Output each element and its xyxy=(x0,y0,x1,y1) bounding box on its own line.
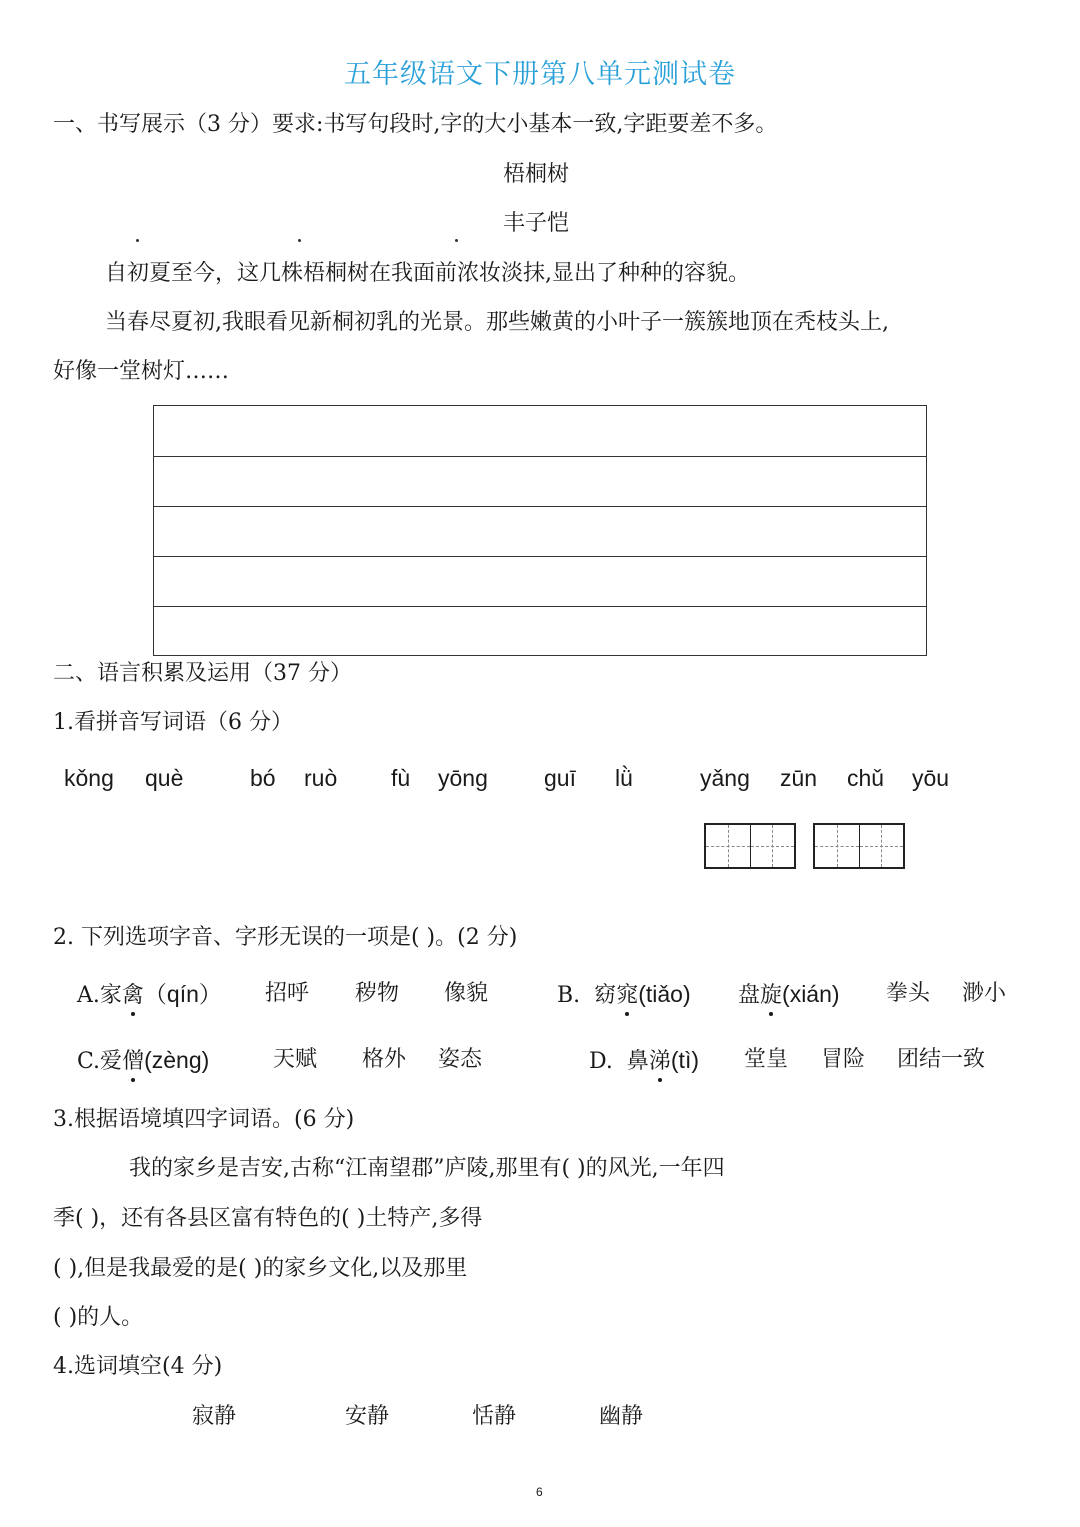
option-pinyin: （qín） xyxy=(143,981,222,1007)
q1-label: 1.看拼音写词语（6 分） xyxy=(53,710,293,735)
option-pinyin: (xián) xyxy=(782,981,840,1007)
character-writing-grid[interactable] xyxy=(704,823,796,869)
option-letter: A. xyxy=(77,983,100,1008)
pinyin-syllable: yōng xyxy=(438,765,488,791)
q4-word-choice: 安静 xyxy=(345,1404,390,1429)
pinyin-syllable: lǜ xyxy=(615,765,633,791)
q3-text-line: ( )的人。 xyxy=(53,1305,144,1330)
poem-author: 丰子恺 xyxy=(503,211,570,236)
q2-option-c-word: 姿态 xyxy=(438,1047,483,1072)
pinyin-syllable: zūn xyxy=(780,765,818,791)
q2-option-b[interactable] xyxy=(557,979,691,1011)
q2-option-b-word2 xyxy=(738,979,840,1011)
q2-option-b-word: 渺小 xyxy=(962,981,1007,1006)
q4-label: 4.选词填空(4 分) xyxy=(53,1354,223,1379)
q3-text-line: ( ),但是我最爱的是( )的家乡文化,以及那里 xyxy=(53,1256,468,1281)
page-title: 五年级语文下册第八单元测试卷 xyxy=(344,59,736,90)
grid-cell[interactable] xyxy=(750,825,795,867)
q2-option-d-word: 冒险 xyxy=(821,1047,866,1072)
passage-paragraph-2: 当春尽夏初,我眼看见新桐初乳的光景。那些嫩黄的小叶子一簇簇地顶在秃枝头上, xyxy=(105,310,889,335)
option-word-plain: 家 xyxy=(99,983,122,1008)
pinyin-syllable: yōu xyxy=(912,765,950,791)
q2-option-a-word: 招呼 xyxy=(265,981,310,1006)
decorative-dot xyxy=(298,239,301,242)
q2-option-a[interactable] xyxy=(77,979,222,1011)
passage-paragraph-1: 自初夏至今，这几株梧桐树在我面前浓妆淡抹,显出了种种的容貌。 xyxy=(105,261,750,286)
pinyin-syllable: kǒng xyxy=(64,765,114,791)
option-word-dotted-char: 涕 xyxy=(649,1047,671,1077)
option-letter: B. xyxy=(557,983,581,1008)
section2-heading: 二、语言积累及运用（37 分） xyxy=(53,661,352,686)
pinyin-syllable: què xyxy=(145,765,184,791)
option-word-dotted-char: 禽 xyxy=(122,981,144,1011)
page-number: 6 xyxy=(536,1485,543,1499)
option-word-plain: 爱 xyxy=(100,1049,123,1074)
pinyin-syllable: bó xyxy=(250,765,276,791)
decorative-dot xyxy=(136,239,139,242)
option-pinyin: (zèng) xyxy=(144,1047,210,1073)
option-letter: C. xyxy=(77,1049,101,1074)
writing-rule xyxy=(154,506,926,507)
decorative-dot xyxy=(455,239,458,242)
grid-cell[interactable] xyxy=(706,825,750,867)
q4-word-choice: 幽静 xyxy=(599,1404,644,1429)
q2-option-c[interactable] xyxy=(77,1045,209,1077)
option-word-dotted-char: 僧 xyxy=(122,1047,144,1077)
writing-rule xyxy=(154,556,926,557)
q2-option-d-word: 堂皇 xyxy=(744,1047,789,1072)
q4-word-choice: 恬静 xyxy=(472,1404,517,1429)
option-word-dotted-char: 窕 xyxy=(616,981,638,1011)
grid-cell[interactable] xyxy=(859,825,904,867)
q4-word-choice: 寂静 xyxy=(192,1404,237,1429)
q2-option-b-word: 拳头 xyxy=(886,981,931,1006)
q2-option-a-word: 像貌 xyxy=(444,981,489,1006)
option-letter: D. xyxy=(589,1049,613,1074)
q2-option-c-word: 天赋 xyxy=(273,1047,318,1072)
q2-option-d-word: 团结一致 xyxy=(897,1047,986,1072)
q3-text-line: 我的家乡是吉安,古称“江南望郡”庐陵,那里有( )的风光,一年四 xyxy=(129,1156,725,1181)
option-word-plain: 鼻 xyxy=(626,1049,649,1074)
poem-title: 梧桐树 xyxy=(503,162,570,187)
option-word-plain: 盘 xyxy=(738,983,761,1008)
writing-rule xyxy=(154,456,926,457)
q3-label: 3.根据语境填四字词语。(6 分) xyxy=(53,1107,355,1132)
character-writing-grid[interactable] xyxy=(813,823,905,869)
option-word-plain: 窈 xyxy=(594,983,617,1008)
grid-cell[interactable] xyxy=(815,825,859,867)
pinyin-syllable: yǎng xyxy=(700,765,750,791)
handwriting-lines-box[interactable] xyxy=(153,405,927,656)
option-pinyin: (tiǎo) xyxy=(638,981,691,1007)
pinyin-syllable: fù xyxy=(391,765,411,791)
option-pinyin: (tì) xyxy=(670,1047,699,1073)
q2-label: 2. 下列选项字音、字形无误的一项是( )。(2 分) xyxy=(53,925,518,950)
pinyin-syllable: chǔ xyxy=(847,765,885,791)
q2-option-c-word: 格外 xyxy=(362,1047,407,1072)
passage-paragraph-2-cont: 好像一堂树灯…… xyxy=(53,359,230,384)
pinyin-syllable: guī xyxy=(544,765,576,791)
q2-option-d[interactable] xyxy=(589,1045,699,1077)
writing-rule xyxy=(154,606,926,607)
section1-heading: 一、书写展示（3 分）要求:书写句段时,字的大小基本一致,字距要差不多。 xyxy=(53,112,778,137)
q3-text-line: 季( )，还有各县区富有特色的( )土特产,多得 xyxy=(53,1206,483,1231)
option-word-dotted-char: 旋 xyxy=(760,981,782,1011)
q2-option-a-word: 秽物 xyxy=(355,981,400,1006)
pinyin-syllable: ruò xyxy=(304,765,338,791)
